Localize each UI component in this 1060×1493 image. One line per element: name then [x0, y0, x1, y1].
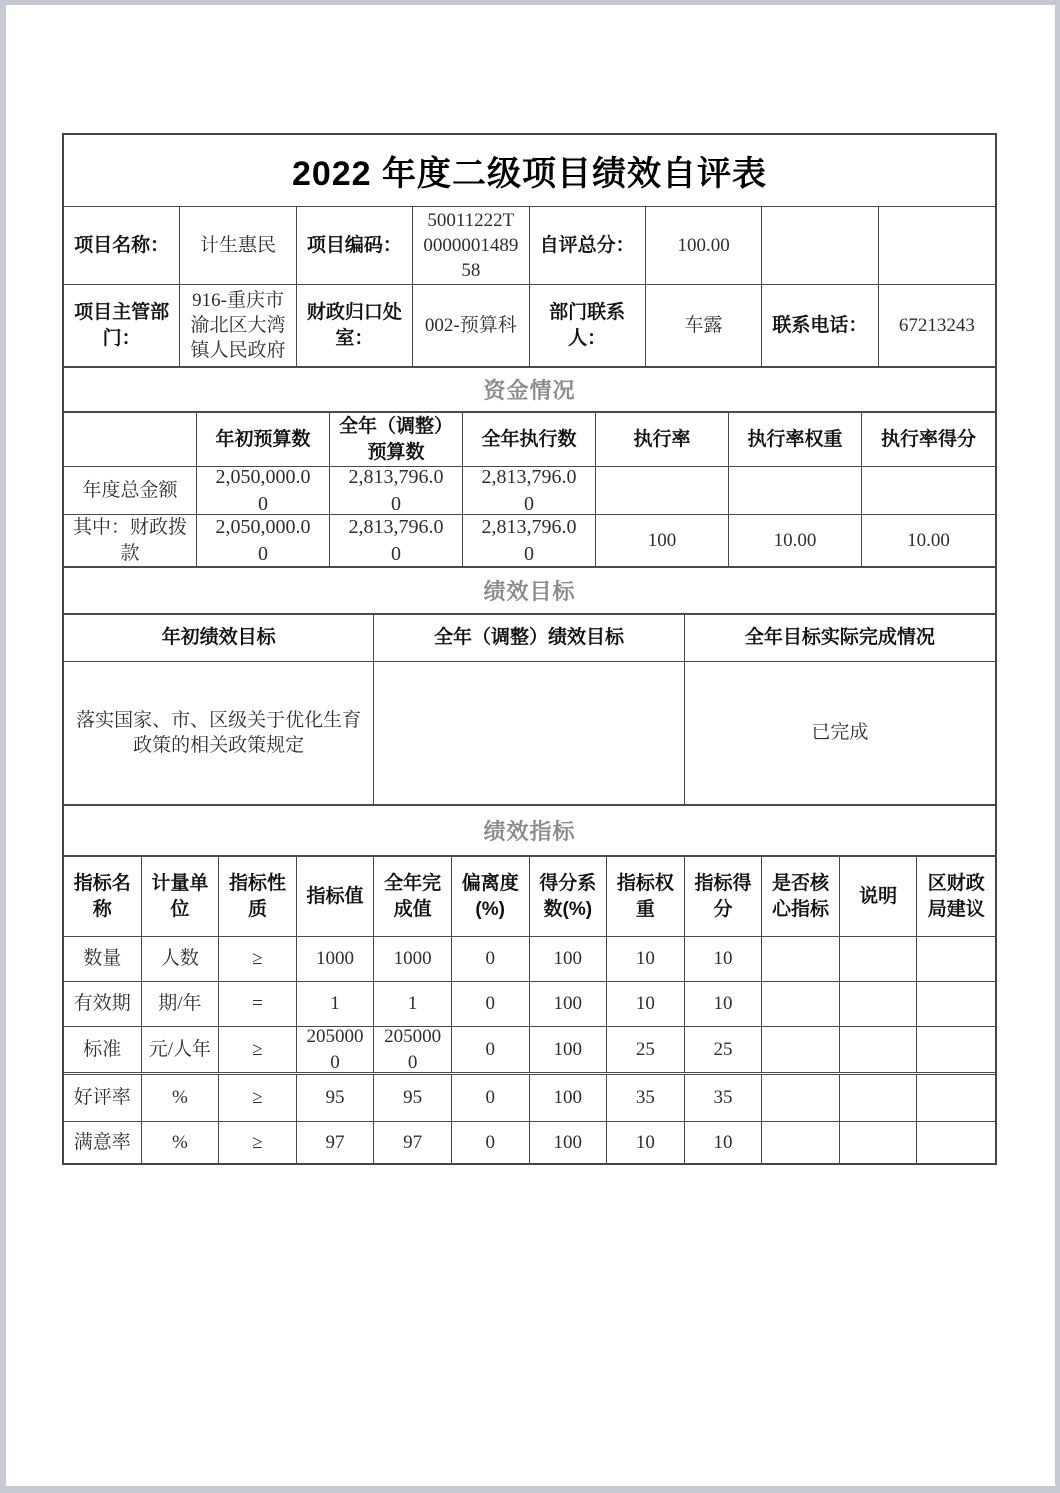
indicator-cell: =: [219, 982, 297, 1026]
indicator-cell: 0: [452, 937, 530, 981]
fund-cell: 2,813,796.00: [330, 515, 463, 566]
self-score-value: 100.00: [646, 207, 762, 284]
fund-cell: [729, 467, 862, 514]
fund-header-cell: 全年执行数: [463, 413, 596, 466]
indicator-cell: ≥: [219, 1027, 297, 1072]
fund-header-cell: 全年（调整）预算数: [330, 413, 463, 466]
indicator-cell: 有效期: [64, 982, 142, 1026]
indicator-cell: 100: [530, 1027, 608, 1072]
finance-office-label: 财政归口处室：: [297, 285, 413, 366]
fund-header-cell: 执行率权重: [729, 413, 862, 466]
indicator-cell: [840, 1122, 918, 1163]
fund-header-cell: 年初预算数: [197, 413, 330, 466]
indicator-cell: %: [142, 1075, 220, 1121]
indicator-cell: 97: [297, 1122, 375, 1163]
goal-completion-value: 已完成: [811, 722, 869, 744]
fund-cell: 2,813,796.00: [463, 467, 596, 514]
page-title: 2022 年度二级项目绩效自评表: [64, 135, 995, 207]
indicator-cell: 35: [685, 1075, 763, 1121]
goal-header-cell: 全年（调整）绩效目标: [374, 615, 684, 661]
fund-cell: 100: [596, 515, 729, 566]
indicator-cell: 25: [685, 1027, 763, 1072]
indicator-cell: 0: [452, 1075, 530, 1121]
fund-cell: 2,050,000.00: [197, 467, 330, 514]
project-code-value: 50011222T000000148958: [413, 207, 529, 284]
indicator-cell: [762, 1027, 840, 1072]
indicator-cell: 25: [607, 1027, 685, 1072]
indicator-header-cell: 偏离度(%): [452, 857, 530, 936]
contact-person-label: 部门联系人：: [530, 285, 646, 366]
self-score-label: 自评总分：: [530, 207, 646, 284]
indicator-cell: ≥: [219, 1122, 297, 1163]
section-header-fund: 资金情况: [64, 367, 995, 413]
indicator-cell: 10: [685, 1122, 763, 1163]
section-header-goal: 绩效目标: [64, 567, 995, 615]
indicator-header-cell: 计量单位: [142, 857, 220, 936]
indicator-cell: [917, 1027, 995, 1072]
indicator-cell: 100: [530, 1075, 608, 1121]
dept-label: 项目主管部门：: [64, 285, 180, 366]
project-name-value: 计生惠民: [180, 207, 296, 284]
goal-header-cell: 年初绩效目标: [64, 615, 374, 661]
indicator-cell: 10: [685, 937, 763, 981]
fund-header-cell: 执行率得分: [880, 428, 976, 450]
indicator-cell: 0: [452, 1027, 530, 1072]
indicator-row-praise-rate: [64, 1075, 995, 1122]
fund-header-row: [64, 413, 995, 467]
indicator-row-quantity: [64, 937, 995, 982]
indicator-row-validity: [64, 982, 995, 1027]
indicator-cell: 0: [452, 1122, 530, 1163]
indicator-cell: [840, 1075, 918, 1121]
fund-row-total: [64, 467, 995, 515]
indicator-cell: 100: [530, 982, 608, 1026]
indicator-cell: 2050000: [297, 1027, 375, 1072]
indicator-cell: 10: [685, 982, 763, 1026]
indicator-cell: 人数: [142, 937, 220, 981]
project-name-label: 项目名称：: [64, 207, 180, 284]
indicator-cell: [762, 937, 840, 981]
fund-cell: 2,813,796.00: [463, 515, 596, 566]
fund-row-fiscal: [64, 515, 995, 567]
project-code-label: 项目编码：: [297, 207, 413, 284]
indicator-cell: 35: [607, 1075, 685, 1121]
indicator-cell: 97: [374, 1122, 452, 1163]
indicator-cell: 95: [374, 1075, 452, 1121]
fund-cell: [862, 467, 995, 514]
indicator-header-cell: 指标值: [297, 857, 375, 936]
info-row-2: [64, 285, 995, 367]
fund-cell: 10.00: [729, 515, 862, 566]
goal-adjusted-value: [374, 662, 684, 804]
phone-label: 联系电话：: [762, 285, 878, 366]
indicator-cell: 0: [452, 982, 530, 1026]
indicator-cell: 元/人年: [142, 1027, 220, 1072]
fund-header-cell: [64, 413, 197, 466]
indicator-cell: 10: [607, 1122, 685, 1163]
indicator-header-cell: 区财政局建议: [927, 873, 985, 920]
indicator-cell: 标准: [64, 1027, 142, 1072]
goal-content-row: [64, 662, 995, 805]
indicator-cell: [917, 982, 995, 1026]
section-header-indicator: 绩效指标: [64, 805, 995, 857]
indicator-cell: %: [142, 1122, 220, 1163]
indicator-header-cell: 说明: [840, 857, 918, 936]
indicator-cell: [917, 937, 995, 981]
indicator-cell: 1000: [374, 937, 452, 981]
indicator-cell: 1: [297, 982, 375, 1026]
fund-cell: 2,813,796.00: [330, 467, 463, 514]
fund-cell: 2,050,000.00: [197, 515, 330, 566]
fund-row-label: 年度总金额: [64, 467, 197, 514]
phone-value: 67213243: [898, 314, 975, 336]
info-empty-cell: [762, 207, 878, 284]
indicator-header-cell: 全年完成值: [374, 857, 452, 936]
self-evaluation-table: [62, 133, 997, 1165]
indicator-cell: 满意率: [64, 1122, 142, 1163]
goal-header-cell: 全年目标实际完成情况: [744, 627, 935, 649]
indicator-cell: 95: [297, 1075, 375, 1121]
info-row-1: [64, 207, 995, 285]
indicator-header-cell: 指标名称: [64, 857, 142, 936]
indicator-cell: [840, 982, 918, 1026]
indicator-cell: [762, 1122, 840, 1163]
indicator-cell: 2050000: [374, 1027, 452, 1072]
fund-header-cell: 执行率: [596, 413, 729, 466]
indicator-cell: [762, 1075, 840, 1121]
indicator-cell: [840, 937, 918, 981]
indicator-cell: ≥: [219, 1075, 297, 1121]
contact-person-value: 车露: [646, 285, 762, 366]
indicator-cell: [917, 1122, 995, 1163]
indicator-cell: 期/年: [142, 982, 220, 1026]
indicator-cell: 10: [607, 937, 685, 981]
indicator-cell: 1000: [297, 937, 375, 981]
indicator-header-cell: 是否核心指标: [762, 857, 840, 936]
indicator-header-cell: 得分系数(%): [530, 857, 608, 936]
indicator-cell: 100: [530, 937, 608, 981]
indicator-header-row: [64, 857, 995, 937]
goal-header-row: [64, 615, 995, 662]
indicator-cell: ≥: [219, 937, 297, 981]
goal-initial-value: 落实国家、市、区级关于优化生育政策的相关政策规定: [64, 662, 374, 804]
indicator-header-cell: 指标得分: [685, 857, 763, 936]
document-page: [6, 5, 1055, 1486]
indicator-header-cell: 指标权重: [607, 857, 685, 936]
indicator-header-cell: 指标性质: [219, 857, 297, 936]
indicator-row-satisfaction-rate: [64, 1122, 995, 1163]
indicator-cell: 好评率: [64, 1075, 142, 1121]
finance-office-value: 002-预算科: [413, 285, 529, 366]
fund-cell: 10.00: [907, 529, 950, 551]
indicator-cell: [840, 1027, 918, 1072]
fund-row-label: 其中：财政拨款: [64, 515, 197, 566]
indicator-cell: 10: [607, 982, 685, 1026]
indicator-cell: 1: [374, 982, 452, 1026]
indicator-cell: [762, 982, 840, 1026]
dept-value: 916-重庆市渝北区大湾镇人民政府: [180, 285, 296, 366]
indicator-cell: 100: [530, 1122, 608, 1163]
indicator-cell: 数量: [64, 937, 142, 981]
info-empty-cell: [879, 207, 995, 284]
indicator-cell: [917, 1075, 995, 1121]
fund-cell: [596, 467, 729, 514]
indicator-row-standard: [64, 1027, 995, 1075]
